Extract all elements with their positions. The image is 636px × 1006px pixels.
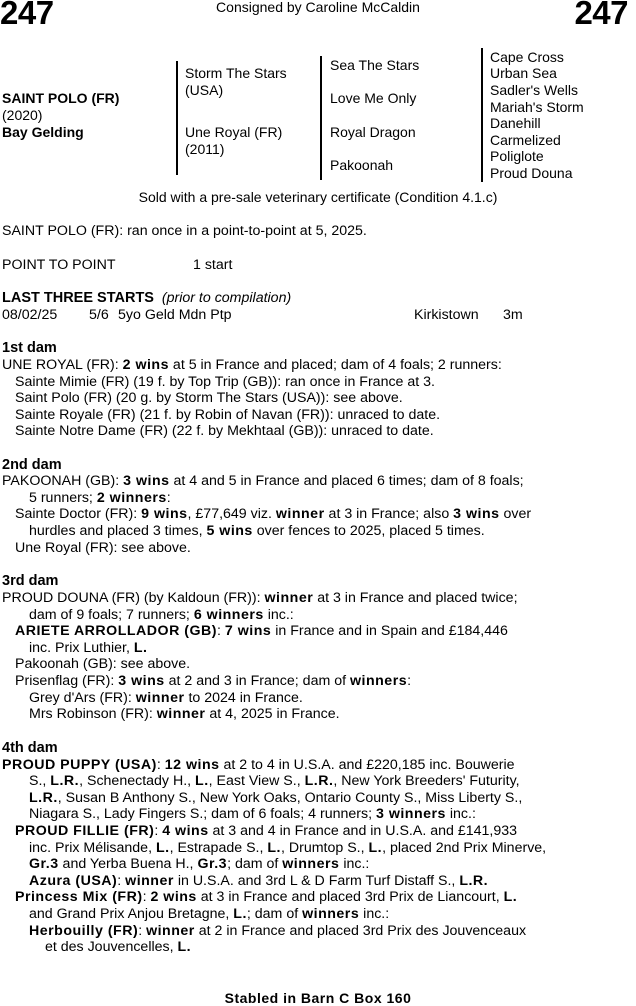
gen3-6: Carmelized — [490, 132, 561, 148]
horse-year: (2020) — [2, 107, 43, 123]
bold-text: 6 winners — [193, 607, 264, 623]
gen3-5: Danehill — [490, 115, 541, 131]
fourth-dam-title: 4th dam — [2, 740, 58, 756]
race-summary: SAINT POLO (FR): ran once in a point-to-point at 5, 2025. — [2, 223, 367, 239]
vet-certificate-note: Sold with a pre-sale veterinary certificate (Condition 4.1.c) — [138, 189, 498, 205]
horse-description: Bay Gelding — [2, 124, 84, 140]
horse-name: SAINT POLO (FR) — [2, 90, 120, 106]
bold-text: winner — [125, 873, 174, 889]
bold-text: L.R. — [304, 773, 334, 789]
first-dam-line: Saint Polo (FR) (20 g. by Storm The Stars (USA)): see above. — [15, 390, 403, 406]
second-dam-line: Une Royal (FR): see above. — [15, 540, 191, 556]
bold-text: L.R. — [459, 873, 489, 889]
first-dam-title: 1st dam — [2, 340, 57, 356]
third-dam-line: dam of 9 foals; 7 runners; 6 winners inc.: — [29, 607, 294, 623]
bold-text: 9 wins — [141, 506, 188, 522]
bold-text: 5 wins — [206, 523, 253, 539]
bold-text: L. — [503, 889, 518, 905]
grandsire-2: Royal Dragon — [330, 124, 416, 140]
third-dam-line: Grey d'Ars (FR): winner to 2024 in France. — [29, 690, 303, 706]
dam-name: Une Royal (FR) — [185, 124, 283, 140]
bold-text: 12 wins — [164, 757, 220, 773]
last-starts-note: (prior to compilation) — [161, 290, 292, 306]
bold-text: 3 wins — [453, 506, 500, 522]
fourth-dam-line: L.R., Susan B Anthony S., New York Oaks, Ontario County S., Miss Liberty S., — [29, 790, 523, 806]
second-dam-line: hurdles and placed 3 times, 5 wins over fences to 2025, placed 5 times. — [29, 523, 485, 539]
bold-text: 2 winners — [96, 490, 167, 506]
stabling-footer: Stabled in Barn C Box 160 — [224, 990, 412, 1006]
gen3-8: Proud Douna — [490, 165, 573, 181]
bold-text: L. — [267, 840, 281, 856]
fourth-dam-line: PROUD FILLIE (FR): 4 wins at 3 and 4 in France and in U.S.A. and £141,933 — [15, 823, 517, 839]
fourth-dam-line: and Grand Prix Anjou Bretagne, L.; dam of winners inc.: — [29, 906, 390, 922]
start-race: 5yo Geld Mdn Ptp — [118, 307, 232, 323]
bold-text: L. — [195, 773, 209, 789]
bold-text: PROUD FILLIE (FR) — [15, 823, 155, 839]
first-dam-line: Sainte Mimie (FR) (19 f. by Top Trip (GB)): ran once in France at 3. — [15, 374, 435, 390]
lot-number-right: 247 — [574, 0, 628, 31]
bold-text: Gr.3 — [197, 856, 228, 872]
bold-text: winners — [350, 673, 408, 689]
third-dam-line: inc. Prix Luthier, L. — [29, 640, 148, 656]
third-dam-line: Prisenflag (FR): 3 wins at 2 and 3 in France; dam of winners: — [15, 673, 412, 689]
fourth-dam-line: inc. Prix Mélisande, L., Estrapade S., L., Drumtop S., L., placed 2nd Prix Minerve, — [29, 840, 547, 856]
third-dam-line: Pakoonah (GB): see above. — [15, 656, 191, 672]
fourth-dam-line: et des Jouvencelles, L. — [45, 939, 192, 955]
bold-text: 3 wins — [118, 673, 165, 689]
gen3-3: Sadler's Wells — [490, 82, 578, 98]
grandam-1: Love Me Only — [330, 90, 417, 106]
gen3-1: Cape Cross — [490, 49, 564, 65]
fourth-dam-line: Princess Mix (FR): 2 wins at 3 in France and placed 3rd Prix de Liancourt, L. — [15, 889, 518, 905]
bold-text: winner — [156, 706, 206, 722]
bold-text: Princess Mix (FR) — [15, 889, 143, 905]
gen3-4: Mariah's Storm — [490, 99, 584, 115]
fourth-dam-line: Niagara S., Lady Fingers S.; dam of 6 foals; 4 runners; 3 winners inc.: — [29, 806, 476, 822]
bold-text: L.R. — [50, 773, 80, 789]
pedigree-divider-3 — [481, 48, 483, 182]
fourth-dam-line: S., L.R., Schenectady H., L., East View S., L.R., New York Breeders' Futurity, — [29, 773, 520, 789]
bold-text: 3 wins — [123, 473, 170, 489]
pedigree-divider-1 — [176, 61, 178, 175]
bold-text: winner — [275, 506, 325, 522]
bold-text: L. — [155, 840, 170, 856]
bold-text: 4 wins — [162, 823, 209, 839]
fourth-dam-line: PROUD PUPPY (USA): 12 wins at 2 to 4 in U.S.A. and £220,185 inc. Bouwerie — [2, 757, 515, 773]
third-dam-title: 3rd dam — [2, 573, 59, 589]
bold-text: winner — [135, 690, 185, 706]
first-dam-line: Sainte Notre Dame (FR) (22 f. by Mekhtaal (GB)): unraced to date. — [15, 423, 434, 439]
bold-text: Gr.3 — [29, 856, 59, 872]
start-date: 08/02/25 — [2, 307, 58, 323]
bold-text: ARIETE ARROLLADOR (GB) — [15, 623, 217, 639]
gen3-2: Urban Sea — [490, 65, 557, 81]
bold-text: 3 winners — [375, 806, 446, 822]
bold-text: Azura (USA) — [29, 873, 118, 889]
bold-text: Herbouilly (FR) — [29, 923, 139, 939]
fourth-dam-line: Azura (USA): winner in U.S.A. and 3rd L & D Farm Turf Distaff S., L.R. — [29, 873, 489, 889]
dam-year: (2011) — [185, 141, 225, 157]
bold-text: L.R. — [29, 790, 58, 806]
second-dam-line: 5 runners; 2 winners: — [29, 490, 171, 506]
bold-text: winner — [146, 923, 195, 939]
bold-text: PROUD PUPPY (USA) — [2, 757, 157, 773]
grandsire-1: Sea The Stars — [330, 57, 420, 73]
consignor-line: Consigned by Caroline McCaldin — [216, 0, 420, 15]
third-dam-line: Mrs Robinson (FR): winner at 4, 2025 in France. — [29, 706, 340, 722]
first-dam-line: Sainte Royale (FR) (21 f. by Robin of Navan (FR)): unraced to date. — [15, 407, 441, 423]
bold-text: L. — [368, 840, 383, 856]
sire-name: Storm The Stars — [185, 65, 287, 81]
last-starts-heading — [2, 290, 291, 306]
fourth-dam-line: Gr.3 and Yerba Buena H., Gr.3; dam of winners inc.: — [29, 856, 370, 872]
fourth-dam-line: Herbouilly (FR): winner at 2 in France and placed 3rd Prix des Jouvenceaux — [29, 923, 527, 939]
second-dam-line: PAKOONAH (GB): 3 wins at 4 and 5 in France and placed 6 times; dam of 8 foals; — [2, 473, 524, 489]
lot-number-left: 247 — [0, 0, 54, 31]
start-distance: 3m — [503, 307, 523, 323]
first-dam-line: UNE ROYAL (FR): 2 wins at 5 in France and placed; dam of 4 foals; 2 runners: — [2, 357, 502, 373]
sire-origin: (USA) — [185, 82, 224, 98]
bold-text: L. — [233, 906, 247, 922]
second-dam-line: Sainte Doctor (FR): 9 wins, £77,649 viz. winner at 3 in France; also 3 wins over — [15, 506, 532, 522]
grandam-2: Pakoonah — [330, 157, 394, 173]
bold-text: 7 wins — [224, 623, 272, 639]
last-starts-title: LAST THREE STARTS — [2, 290, 154, 306]
ptp-value: 1 start — [193, 257, 233, 273]
start-course: Kirkistown — [414, 307, 479, 323]
bold-text: 2 wins — [122, 357, 169, 373]
second-dam-title: 2nd dam — [2, 457, 62, 473]
bold-text: winners — [302, 906, 360, 922]
bold-text: winners — [282, 856, 340, 872]
ptp-label: POINT TO POINT — [2, 257, 116, 273]
pedigree-divider-2 — [320, 56, 322, 180]
gen3-7: Poliglote — [490, 148, 544, 164]
third-dam-line: ARIETE ARROLLADOR (GB): 7 wins in France and in Spain and £184,446 — [15, 623, 508, 639]
bold-text: winner — [264, 590, 314, 606]
bold-text: 2 wins — [150, 889, 197, 905]
start-result: 5/6 — [89, 307, 109, 323]
bold-text: L. — [133, 640, 148, 656]
bold-text: L. — [177, 939, 192, 955]
third-dam-line: PROUD DOUNA (FR) (by Kaldoun (FR)): winner at 3 in France and placed twice; — [2, 590, 518, 606]
